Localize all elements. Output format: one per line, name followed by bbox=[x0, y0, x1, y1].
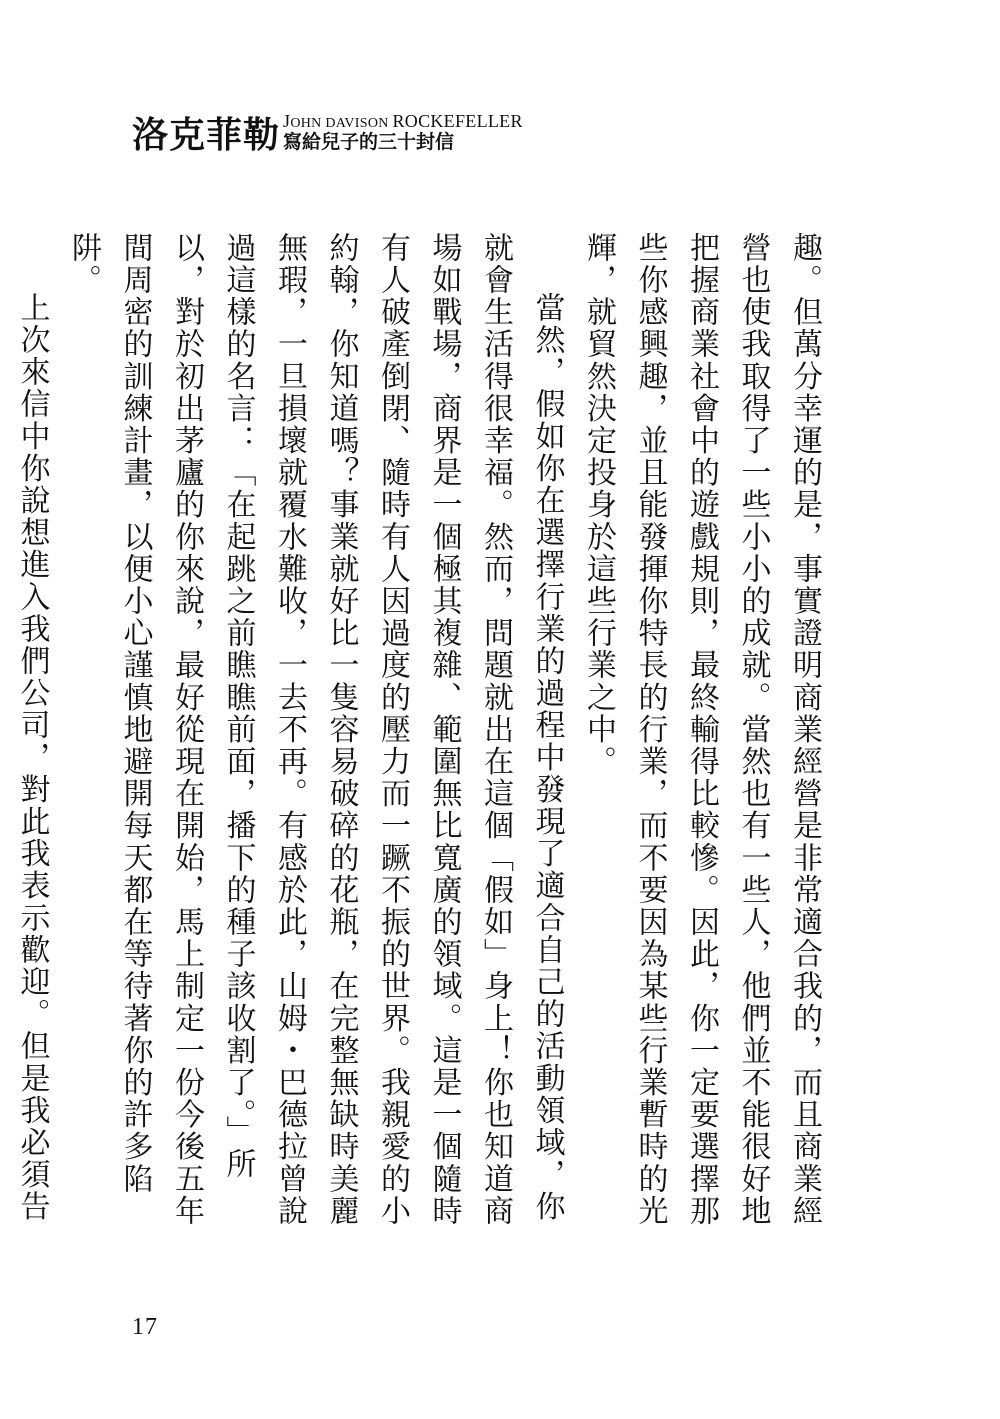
title-side-block bbox=[283, 112, 523, 153]
vertical-body-text bbox=[0, 232, 830, 1242]
book-subtitle: 寫給兒子的三十封信 bbox=[283, 130, 455, 153]
running-header bbox=[132, 111, 523, 156]
book-title: 洛克菲勒 bbox=[132, 113, 281, 156]
paragraph-1: 趣。但萬分幸運的是，事實證明商業經營是非常適合我的，而且商業經營也使我取得了一些小小的成就。當然也有一些人，他們並不能很好地把握商業社會中的遊戲規則，最終輸得比較慘。因此，你一定要選擇那些你感興趣，並且能發揮你特長的行業，而不要因為某些行業暫時的光輝，就貿然決定投身於這些行業之中。 bbox=[581, 232, 822, 1228]
author-name-english: JOHN DAVISON ROCKEFELLER bbox=[283, 111, 523, 131]
page-number: 17 bbox=[132, 1314, 158, 1340]
paragraph-2: 當然，假如你在選擇行業的過程中發現了適合自己的活動領域，你就會生活得很幸福。然而，問題就出在這個「假如」身上！你也知道商場如戰場，商界是一個極其複雜、範圍無比寬廣的領域。這是一個隨時有人破產倒閉、隨時有人因過度的壓力而一蹶不振的世界。我親愛的小約翰，你知道嗎？事業就好比一隻容易破碎的花瓶，在完整無缺時美麗無瑕，一旦損壞就覆水難收，一去不再。有感於此，山姆・巴德拉曾說過這樣的名言：「在起跳之前瞧瞧前面，播下的種子該收割了。」所以，對於初出茅廬的你來說，最好從現在開始，馬上制定一份今後五年間周密的訓練計畫，以便小心謹慎地避開每天都在等待著你的許多陷阱。 bbox=[66, 232, 565, 1228]
paragraph-3: 上次來信中你說想進入我們公司，對此我表示歡迎。但是我必須告 bbox=[14, 292, 50, 1223]
